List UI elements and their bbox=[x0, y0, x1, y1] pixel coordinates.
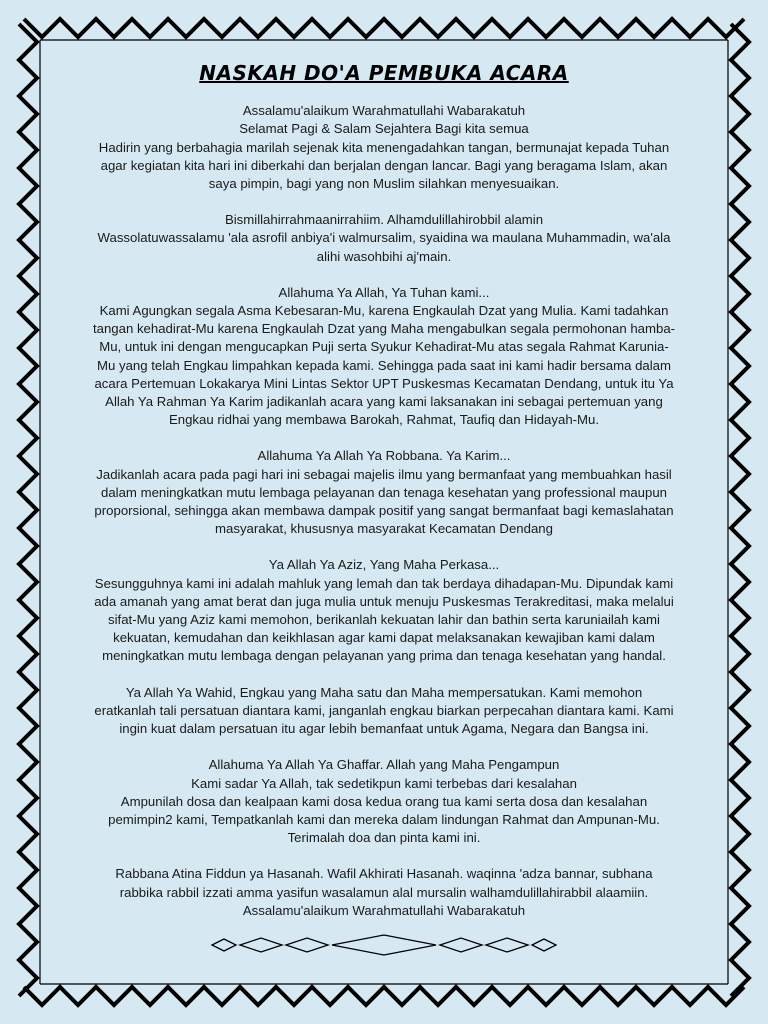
text-line: Assalamu'alaikum Warahmatullahi Wabarakatuh bbox=[242, 902, 526, 918]
text-line: sifat-Mu yang Aziz kami memohon, berikanlah kekuatan lahir dan bathin serta karuniailah kami bbox=[108, 612, 660, 628]
text-line: eratkanlah tali persatuan diantara kami, janganlah engkau biarkan perpecahan diantara kami. Kami bbox=[94, 702, 674, 718]
text-line: rabbika rabbil izzati amma yasifun wasalamun alal mursalin walhamdulillahirabbil alaamiin. bbox=[119, 884, 649, 900]
text-line: Allahuma Ya Allah Ya Robbana. Ya Karim... bbox=[257, 448, 511, 464]
text-line: pemimpin2 kami, Tempatkanlah kami dan mereka dalam lindungan Rahmat dan Ampunan-Mu. bbox=[108, 811, 660, 827]
text-line: Selamat Pagi & Salam Sejahtera Bagi kita semua bbox=[239, 121, 529, 137]
diamond-ornament bbox=[58, 932, 710, 958]
text-line: ada amanah yang amat berat dan juga mulia untuk menuju Puskesmas Terakreditasi, maka melalui bbox=[94, 593, 674, 609]
text-line: Terimalah doa dan pinta kami ini. bbox=[287, 830, 481, 846]
text-line: saya pimpin, bagi yang non Muslim silahkan menyesuaikan. bbox=[208, 176, 560, 192]
text-line: Kami Agungkan segala Asma Kebesaran-Mu, karena Engkaulah Dzat yang Mulia. Kami tadahkan bbox=[99, 303, 669, 319]
text-line: tangan kehadirat-Mu karena Engkaulah Dzat yang Maha mengabulkan segala permohonan hamba- bbox=[92, 321, 676, 337]
text-line: Ampunilah dosa dan kealpaan kami dosa kedua orang tua kami serta dosa dan kesalahan bbox=[120, 793, 648, 809]
paragraph bbox=[58, 211, 710, 266]
text-line: Wassolatuwassalamu 'ala asrofil anbiya'i walmursalim, syaidina wa maulana Muhammadin, wa'ala bbox=[97, 230, 671, 246]
text-line: masyarakat, khususnya masyarakat Kecamatan Dendang bbox=[215, 521, 553, 537]
text-line: kekuatan, kemudahan dan keikhlasan agar kami dapat melaksanakan kewajiban kami dalam bbox=[113, 630, 655, 646]
text-line: Hadirin yang berbahagia marilah sejenak kita menengadahkan tangan, bermunajat kepada Tuhan bbox=[98, 139, 670, 155]
text-line: Jadikanlah acara pada pagi hari ini sebagai majelis ilmu yang bermanfaat yang membuahkan hasil bbox=[96, 466, 672, 482]
text-line: Mu, untuk ini dengan mengucapkan Puji serta Syukur Kehadirat-Mu atas segala Rahmat Karunia- bbox=[99, 339, 669, 355]
paragraph bbox=[58, 102, 710, 193]
text-line: proporsional, sehingga akan membawa dampak positif yang sangat bermanfaat bagi kemaslahatan bbox=[94, 503, 674, 519]
text-line: agar kegiatan kita hari ini diberkahi dan berjalan dengan lancar. Bagi yang beragama Islam, akan bbox=[100, 157, 668, 173]
paragraph bbox=[58, 284, 710, 430]
text-line: Rabbana Atina Fiddun ya Hasanah. Wafil Akhirati Hasanah. waqinna 'adza bannar, subhana bbox=[115, 866, 653, 882]
text-line: ingin kuat dalam persatuan itu agar lebih bemanfaat untuk Agama, Negara dan Bangsa ini. bbox=[119, 721, 649, 737]
page-title: NASKAH DO'A PEMBUKA ACARA bbox=[199, 61, 569, 85]
paragraph bbox=[58, 447, 710, 538]
paragraph bbox=[58, 865, 710, 920]
paragraph bbox=[58, 684, 710, 739]
text-line: Allahuma Ya Allah, Ya Tuhan kami... bbox=[278, 284, 490, 300]
text-line: acara Pertemuan Lokakarya Mini Lintas Sektor UPT Puskesmas Kecamatan Dendang, untuk itu Ya bbox=[94, 375, 674, 391]
text-line: Bismillahirrahmaanirrahiim. Alhamdulillahirobbil alamin bbox=[224, 212, 544, 228]
paragraph-list bbox=[58, 102, 710, 920]
text-line: Allah Ya Rahman Ya Karim jadikanlah acara yang kami laksanakan ini sebagai pertemuan yang bbox=[105, 394, 663, 410]
text-line: Kami sadar Ya Allah, tak sedetikpun kami terbebas dari kesalahan bbox=[191, 775, 577, 791]
prayer-text bbox=[58, 62, 710, 963]
text-line: Assalamu'alaikum Warahmatullahi Wabarakatuh bbox=[242, 103, 526, 119]
text-line: Allahuma Ya Allah Ya Ghaffar. Allah yang Maha Pengampun bbox=[208, 757, 560, 773]
text-line: Ya Allah Ya Wahid, Engkau yang Maha satu dan Maha mempersatukan. Kami memohon bbox=[125, 684, 643, 700]
text-line: alihi wasohbihi aj'main. bbox=[316, 248, 452, 264]
paragraph bbox=[58, 556, 710, 665]
text-line: Ya Allah Ya Aziz, Yang Maha Perkasa... bbox=[268, 557, 500, 573]
text-line: Mu yang telah Engkau limpahkan kepada kami. Sehingga pada saat ini kami hadir bersama dalam bbox=[97, 357, 671, 373]
text-line: Sesungguhnya kami ini adalah mahluk yang lemah dan tak berdaya dihadapan-Mu. Dipundak kami bbox=[94, 575, 674, 591]
text-line: Engkau ridhai yang membawa Barokah, Rahmat, Taufiq dan Hidayah-Mu. bbox=[168, 412, 600, 428]
text-line: meningkatkan mutu lembaga dengan pelayanan yang prima dan tenaga kesehatan yang handal. bbox=[102, 648, 666, 664]
paragraph bbox=[58, 756, 710, 847]
text-line: dalam meningkatkan mutu lembaga pelayanan dan tenaga kesehatan yang professional maupun bbox=[101, 484, 667, 500]
